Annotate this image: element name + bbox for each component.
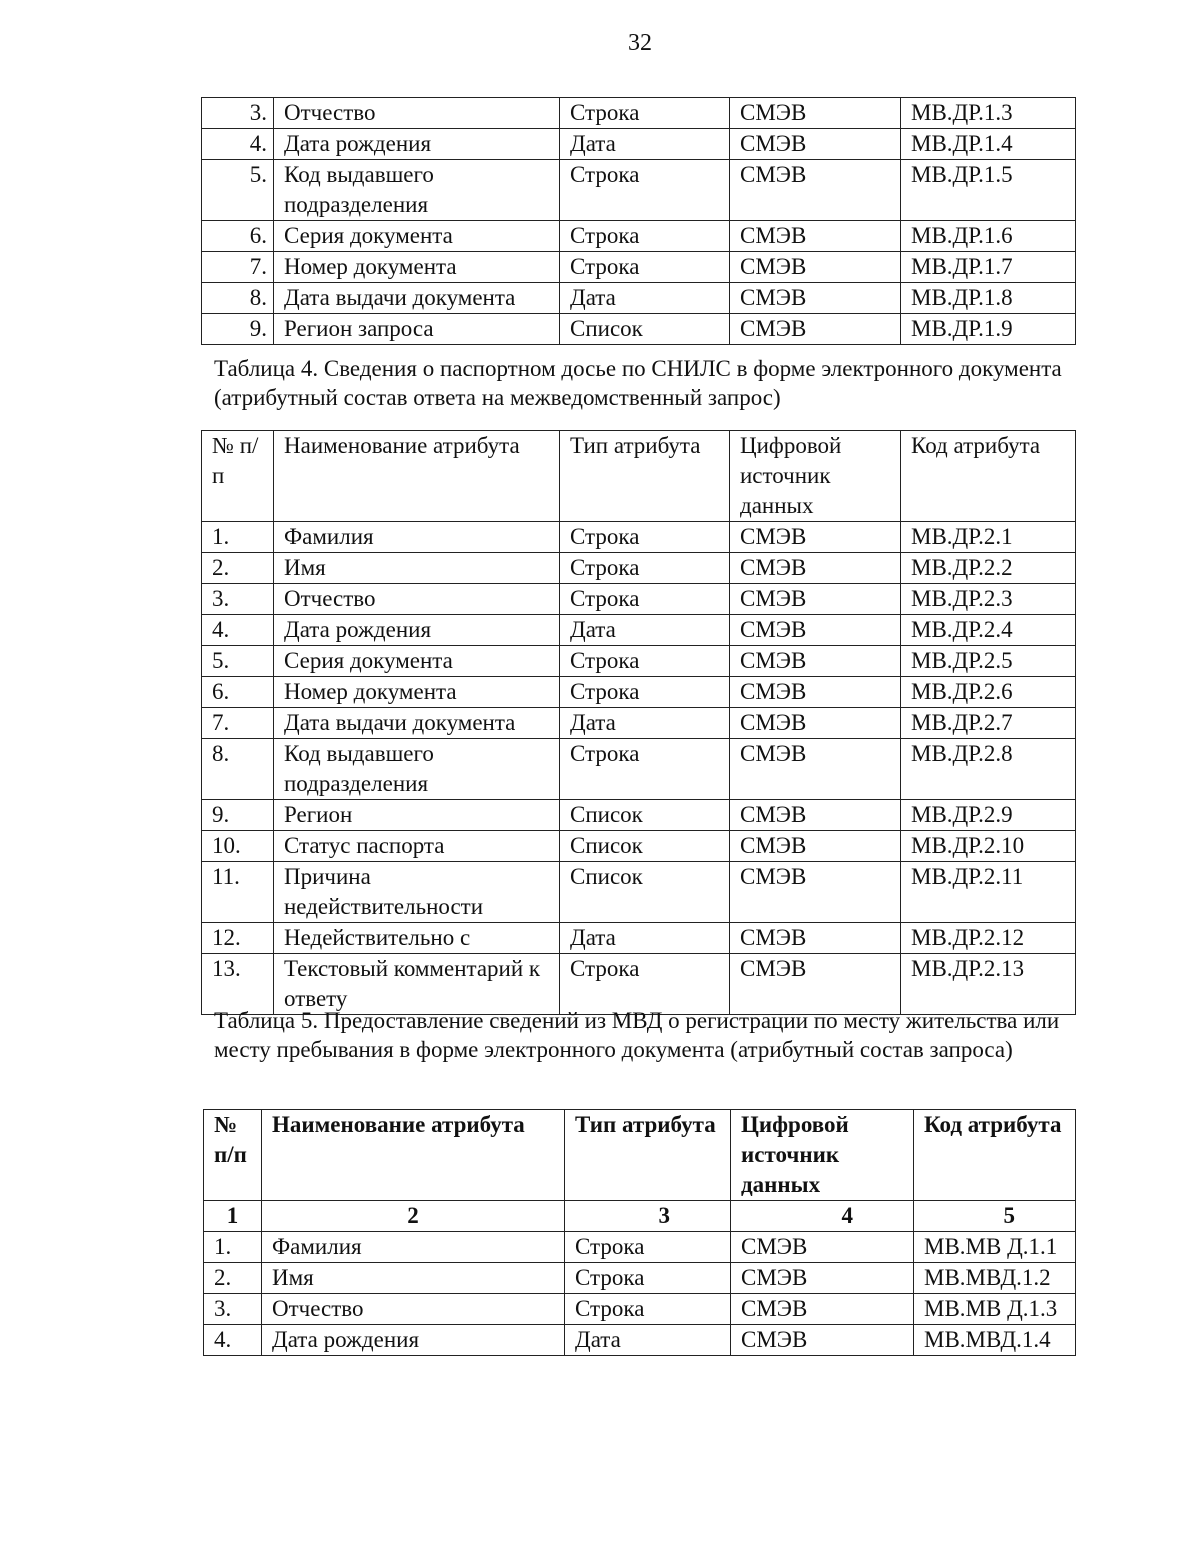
attribute-type: Строка <box>560 677 730 708</box>
table-row <box>202 98 1076 129</box>
header-attribute-type: Тип атрибута <box>560 431 730 522</box>
attribute-type: Дата <box>560 923 730 954</box>
attribute-code: МВ.ДР.2.5 <box>901 646 1076 677</box>
header-attribute-type: Тип атрибута <box>565 1110 731 1201</box>
table-row <box>202 252 1076 283</box>
attribute-code: МВ.МВ Д.1.1 <box>914 1232 1076 1263</box>
data-source: СМЭВ <box>730 584 901 615</box>
data-source: СМЭВ <box>730 283 901 314</box>
attribute-name: Дата рождения <box>274 129 560 160</box>
table-header-row <box>202 431 1076 522</box>
attribute-code: МВ.ДР.2.7 <box>901 708 1076 739</box>
attribute-code: МВ.ДР.2.2 <box>901 553 1076 584</box>
table-row <box>202 831 1076 862</box>
table-5 <box>203 1109 1076 1356</box>
row-number: 13. <box>202 954 274 1015</box>
attribute-type: Строка <box>560 98 730 129</box>
column-number: 2 <box>262 1201 565 1232</box>
attribute-name: Статус паспорта <box>274 831 560 862</box>
data-source: СМЭВ <box>730 831 901 862</box>
attribute-type: Строка <box>560 954 730 1015</box>
row-number: 11. <box>202 862 274 923</box>
attribute-name: Недействительно с <box>274 923 560 954</box>
data-source: СМЭВ <box>730 677 901 708</box>
header-data-source: Цифровой источник данных <box>731 1110 914 1201</box>
attribute-type: Строка <box>560 553 730 584</box>
row-number: 3. <box>202 98 274 129</box>
attribute-name: Код выдавшего подразделения <box>274 739 560 800</box>
row-number: 2. <box>202 553 274 584</box>
row-number: 4. <box>204 1325 262 1356</box>
table-row <box>202 923 1076 954</box>
attribute-type: Строка <box>560 221 730 252</box>
attribute-type: Строка <box>565 1263 731 1294</box>
attribute-code: МВ.ДР.2.3 <box>901 584 1076 615</box>
attribute-name: Серия документа <box>274 221 560 252</box>
attribute-name: Номер документа <box>274 252 560 283</box>
attribute-code: МВ.ДР.1.4 <box>901 129 1076 160</box>
row-number: 6. <box>202 221 274 252</box>
row-number: 1. <box>204 1232 262 1263</box>
attribute-name: Регион запроса <box>274 314 560 345</box>
table-row <box>204 1263 1076 1294</box>
table-row <box>202 677 1076 708</box>
attribute-code: МВ.ДР.2.12 <box>901 923 1076 954</box>
table-header-row <box>204 1110 1076 1201</box>
attribute-type: Дата <box>560 615 730 646</box>
data-source: СМЭВ <box>730 252 901 283</box>
row-number: 3. <box>202 584 274 615</box>
attribute-code: МВ.ДР.2.6 <box>901 677 1076 708</box>
attribute-type: Список <box>560 831 730 862</box>
row-number: 4. <box>202 129 274 160</box>
table-row <box>202 862 1076 923</box>
attribute-code: МВ.МВ Д.1.3 <box>914 1294 1076 1325</box>
attribute-code: МВ.ДР.2.8 <box>901 739 1076 800</box>
header-attribute-name: Наименование атрибута <box>262 1110 565 1201</box>
row-number: 9. <box>202 314 274 345</box>
data-source: СМЭВ <box>730 923 901 954</box>
attribute-name: Номер документа <box>274 677 560 708</box>
attribute-name: Текстовый комментарий к ответу <box>274 954 560 1015</box>
attribute-code: МВ.ДР.2.13 <box>901 954 1076 1015</box>
table-row <box>202 129 1076 160</box>
attribute-type: Строка <box>560 584 730 615</box>
data-source: СМЭВ <box>731 1294 914 1325</box>
column-number: 1 <box>204 1201 262 1232</box>
table-row <box>202 584 1076 615</box>
row-number: 2. <box>204 1263 262 1294</box>
row-number: 1. <box>202 522 274 553</box>
row-number: 8. <box>202 283 274 314</box>
table-5-caption: Таблица 5. Предоставление сведений из МВД о регистрации по месту жительства или месту пребывания в форме электронного документа (атрибутный состав запроса) <box>214 1008 1060 1062</box>
row-number: 5. <box>202 646 274 677</box>
row-number: 3. <box>204 1294 262 1325</box>
attribute-name: Серия документа <box>274 646 560 677</box>
data-source: СМЭВ <box>730 553 901 584</box>
table-row <box>202 800 1076 831</box>
row-number: 4. <box>202 615 274 646</box>
attribute-name: Дата выдачи документа <box>274 283 560 314</box>
data-source: СМЭВ <box>730 646 901 677</box>
row-number: 6. <box>202 677 274 708</box>
table-row <box>202 522 1076 553</box>
attribute-type: Дата <box>560 283 730 314</box>
attribute-name: Фамилия <box>274 522 560 553</box>
attribute-code: МВ.ДР.2.10 <box>901 831 1076 862</box>
attribute-code: МВ.ДР.2.4 <box>901 615 1076 646</box>
table-row <box>202 615 1076 646</box>
data-source: СМЭВ <box>730 739 901 800</box>
attribute-name: Имя <box>262 1263 565 1294</box>
attribute-name: Дата рождения <box>274 615 560 646</box>
attribute-code: МВ.ДР.2.1 <box>901 522 1076 553</box>
attribute-name: Фамилия <box>262 1232 565 1263</box>
data-source: СМЭВ <box>731 1263 914 1294</box>
column-number: 3 <box>565 1201 731 1232</box>
attribute-name: Причина недействительности <box>274 862 560 923</box>
table-row <box>202 160 1076 221</box>
data-source: СМЭВ <box>730 954 901 1015</box>
data-source: СМЭВ <box>730 160 901 221</box>
table-row <box>202 283 1076 314</box>
attribute-name: Регион <box>274 800 560 831</box>
attribute-type: Строка <box>560 522 730 553</box>
attribute-type: Строка <box>560 646 730 677</box>
row-number: 7. <box>202 252 274 283</box>
data-source: СМЭВ <box>730 129 901 160</box>
attribute-name: Дата выдачи документа <box>274 708 560 739</box>
attribute-type: Строка <box>565 1232 731 1263</box>
header-attribute-name: Наименование атрибута <box>274 431 560 522</box>
attribute-code: МВ.МВД.1.4 <box>914 1325 1076 1356</box>
attribute-type: Дата <box>560 708 730 739</box>
attribute-code: МВ.ДР.2.9 <box>901 800 1076 831</box>
attribute-type: Строка <box>560 252 730 283</box>
row-number: 10. <box>202 831 274 862</box>
page-number: 32 <box>628 30 652 56</box>
attribute-name: Дата рождения <box>262 1325 565 1356</box>
header-data-source: Цифровой источник данных <box>730 431 901 522</box>
data-source: СМЭВ <box>731 1325 914 1356</box>
header-row-number: № п/п <box>204 1110 262 1201</box>
attribute-code: МВ.МВД.1.2 <box>914 1263 1076 1294</box>
data-source: СМЭВ <box>730 314 901 345</box>
column-number-row <box>204 1201 1076 1232</box>
attribute-name: Отчество <box>274 98 560 129</box>
column-number: 5 <box>914 1201 1076 1232</box>
table-row <box>204 1294 1076 1325</box>
attribute-code: МВ.ДР.1.5 <box>901 160 1076 221</box>
data-source: СМЭВ <box>730 862 901 923</box>
attribute-type: Дата <box>560 129 730 160</box>
attribute-type: Строка <box>560 160 730 221</box>
table-3-continuation <box>201 97 1076 345</box>
attribute-name: Отчество <box>274 584 560 615</box>
table-row <box>204 1232 1076 1263</box>
attribute-type: Строка <box>565 1294 731 1325</box>
attribute-type: Список <box>560 314 730 345</box>
table-row <box>202 646 1076 677</box>
data-source: СМЭВ <box>730 708 901 739</box>
header-row-number: № п/п <box>202 431 274 522</box>
attribute-code: МВ.ДР.1.7 <box>901 252 1076 283</box>
data-source: СМЭВ <box>731 1232 914 1263</box>
row-number: 7. <box>202 708 274 739</box>
attribute-name: Код выдавшего подразделения <box>274 160 560 221</box>
attribute-code: МВ.ДР.2.11 <box>901 862 1076 923</box>
data-source: СМЭВ <box>730 98 901 129</box>
data-source: СМЭВ <box>730 615 901 646</box>
data-source: СМЭВ <box>730 800 901 831</box>
attribute-name: Отчество <box>262 1294 565 1325</box>
attribute-name: Имя <box>274 553 560 584</box>
row-number: 9. <box>202 800 274 831</box>
row-number: 5. <box>202 160 274 221</box>
table-row <box>202 739 1076 800</box>
table-row <box>202 314 1076 345</box>
table-row <box>204 1325 1076 1356</box>
column-number: 4 <box>731 1201 914 1232</box>
table-row <box>202 553 1076 584</box>
data-source: СМЭВ <box>730 522 901 553</box>
attribute-type: Строка <box>560 739 730 800</box>
attribute-type: Список <box>560 862 730 923</box>
data-source: СМЭВ <box>730 221 901 252</box>
table-4-caption: Таблица 4. Сведения о паспортном досье по СНИЛС в форме электронного документа (атрибутный состав ответа на межведомственный запрос) <box>214 356 1062 410</box>
header-attribute-code: Код атрибута <box>914 1110 1076 1201</box>
header-attribute-code: Код атрибута <box>901 431 1076 522</box>
table-row <box>202 708 1076 739</box>
table-4 <box>201 430 1076 1015</box>
attribute-type: Дата <box>565 1325 731 1356</box>
row-number: 12. <box>202 923 274 954</box>
attribute-code: МВ.ДР.1.9 <box>901 314 1076 345</box>
table-row <box>202 221 1076 252</box>
attribute-code: МВ.ДР.1.6 <box>901 221 1076 252</box>
row-number: 8. <box>202 739 274 800</box>
attribute-type: Список <box>560 800 730 831</box>
attribute-code: МВ.ДР.1.3 <box>901 98 1076 129</box>
attribute-code: МВ.ДР.1.8 <box>901 283 1076 314</box>
